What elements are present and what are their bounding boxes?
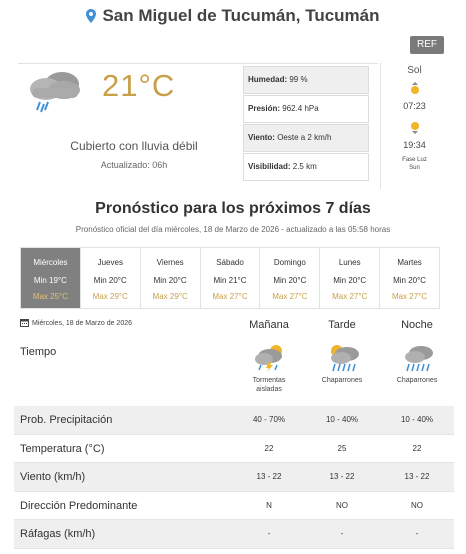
day-max: Max 25°C — [32, 292, 69, 301]
period-desc-noche — [387, 376, 447, 385]
current-condition: Cubierto con lluvia débil — [70, 139, 198, 153]
period-head-manana: Mañana — [249, 319, 289, 331]
visibility-value: 2.5 km — [290, 162, 317, 171]
day-max: Max 27°C — [212, 292, 248, 301]
day-min: Min 19°C — [33, 276, 67, 285]
wind-row — [243, 124, 369, 152]
tiempo-label: Tiempo — [20, 346, 57, 358]
selected-date-text: Miércoles, 18 de Marzo de 2026 — [32, 320, 132, 327]
sunset-icon — [408, 121, 422, 135]
period-head-noche: Noche — [401, 319, 433, 331]
visibility-row — [243, 153, 369, 181]
day-tab-miercoles[interactable] — [21, 248, 81, 308]
location-title — [0, 6, 466, 28]
ref-button[interactable]: REF — [410, 36, 444, 54]
day-min: Min 21°C — [213, 276, 247, 285]
showers-icon — [401, 342, 437, 372]
day-tab-sabado[interactable] — [201, 248, 261, 308]
sun-panel — [380, 63, 448, 189]
sunset-time: 19:34 — [403, 140, 426, 150]
day-tabs — [20, 247, 440, 309]
period-desc-line: Chaparrones — [396, 377, 438, 384]
row-value: 22 — [412, 443, 422, 453]
day-max: Max 27°C — [391, 292, 428, 301]
row-value: 13 - 22 — [256, 472, 282, 481]
table-row — [14, 406, 454, 435]
current-temperature: 21°C — [102, 68, 176, 103]
showers-icon — [327, 342, 363, 372]
forecast-subtitle: Pronóstico oficial del día miércoles, 18 de Marzo de 2026 - actualizado a las 05:58 horas — [75, 225, 391, 234]
row-value: - — [415, 529, 419, 538]
row-value: 25 — [337, 443, 347, 453]
day-name: Domingo — [273, 258, 306, 267]
thunderstorm-icon — [252, 342, 288, 372]
calendar-icon — [20, 318, 29, 329]
sunrise-icon — [408, 81, 422, 95]
updated-time: Actualizado: 06h — [100, 160, 168, 170]
day-max: Max 29°C — [92, 292, 128, 301]
sun-phase-line2: Sun — [409, 165, 420, 171]
wind-label: Viento: — [248, 133, 275, 142]
visibility-label: Visibilidad: — [248, 162, 291, 171]
day-min: Min 20°C — [93, 276, 127, 285]
row-value: 10 - 40% — [325, 415, 359, 424]
pressure-row — [243, 95, 369, 123]
day-tab-domingo[interactable] — [260, 248, 320, 308]
sun-phase-line1: Fase Luz — [402, 157, 427, 163]
day-max: Max 27°C — [272, 292, 308, 301]
row-value: NO — [411, 500, 423, 510]
day-name: Sábado — [216, 258, 244, 267]
detail-table — [14, 406, 454, 549]
forecast-title: Pronóstico para los próximos 7 días — [95, 200, 371, 217]
row-value: 10 - 40% — [400, 415, 434, 424]
row-label: Dirección Predominante — [20, 499, 138, 512]
day-max: Max 29°C — [152, 292, 188, 301]
cloud-rain-icon — [24, 68, 84, 114]
day-tab-lunes[interactable] — [320, 248, 380, 308]
day-tab-viernes[interactable] — [141, 248, 201, 308]
row-label: Temperatura (°C) — [20, 442, 105, 455]
period-desc-line: Chaparrones — [321, 377, 363, 384]
humidity-value: 99 % — [287, 75, 308, 84]
pressure-value: 962.4 hPa — [280, 104, 319, 113]
day-tab-martes[interactable] — [380, 248, 439, 308]
day-name: Viernes — [156, 258, 184, 267]
day-name: Miércoles — [33, 258, 68, 267]
table-row — [14, 435, 454, 464]
row-value: 13 - 22 — [329, 472, 355, 481]
day-min: Min 20°C — [153, 276, 187, 285]
day-name: Jueves — [97, 258, 123, 267]
period-desc-line: aisladas — [256, 386, 282, 393]
period-head-tarde: Tarde — [328, 319, 356, 331]
row-label: Prob. Precipitación — [20, 414, 113, 426]
period-desc-line: Tormentas — [252, 377, 286, 384]
day-max: Max 27°C — [332, 292, 368, 301]
row-label: Ráfagas (km/h) — [20, 528, 96, 540]
selected-date — [20, 318, 132, 329]
period-desc-manana — [239, 376, 299, 394]
row-value: 13 - 22 — [404, 472, 430, 481]
period-desc-tarde — [312, 376, 372, 385]
row-value: NO — [336, 500, 348, 510]
day-tab-jueves[interactable] — [81, 248, 141, 308]
location-pin-icon — [86, 8, 96, 28]
wind-value: Oeste a 2 km/h — [274, 133, 332, 142]
sun-title: Sol — [407, 65, 422, 76]
humidity-row — [243, 66, 369, 94]
row-value: - — [340, 529, 344, 538]
row-value: 40 - 70% — [252, 415, 286, 424]
day-name: Martes — [397, 258, 422, 267]
row-value: N — [266, 500, 272, 510]
day-min: Min 20°C — [273, 276, 307, 285]
humidity-label: Humedad: — [248, 75, 288, 84]
day-min: Min 20°C — [333, 276, 367, 285]
row-label: Viento (km/h) — [20, 471, 86, 483]
table-row — [14, 492, 454, 521]
sun-phase — [381, 156, 448, 172]
sunrise-time: 07:23 — [403, 101, 426, 111]
current-details — [243, 66, 369, 182]
pressure-label: Presión: — [248, 104, 281, 113]
table-row — [14, 520, 454, 549]
location-name: San Miguel de Tucumán, Tucumán — [102, 6, 380, 25]
table-row — [14, 463, 454, 492]
day-min: Min 20°C — [393, 276, 427, 285]
row-value: 22 — [264, 443, 274, 453]
row-value: - — [267, 529, 271, 538]
day-name: Lunes — [338, 258, 361, 267]
